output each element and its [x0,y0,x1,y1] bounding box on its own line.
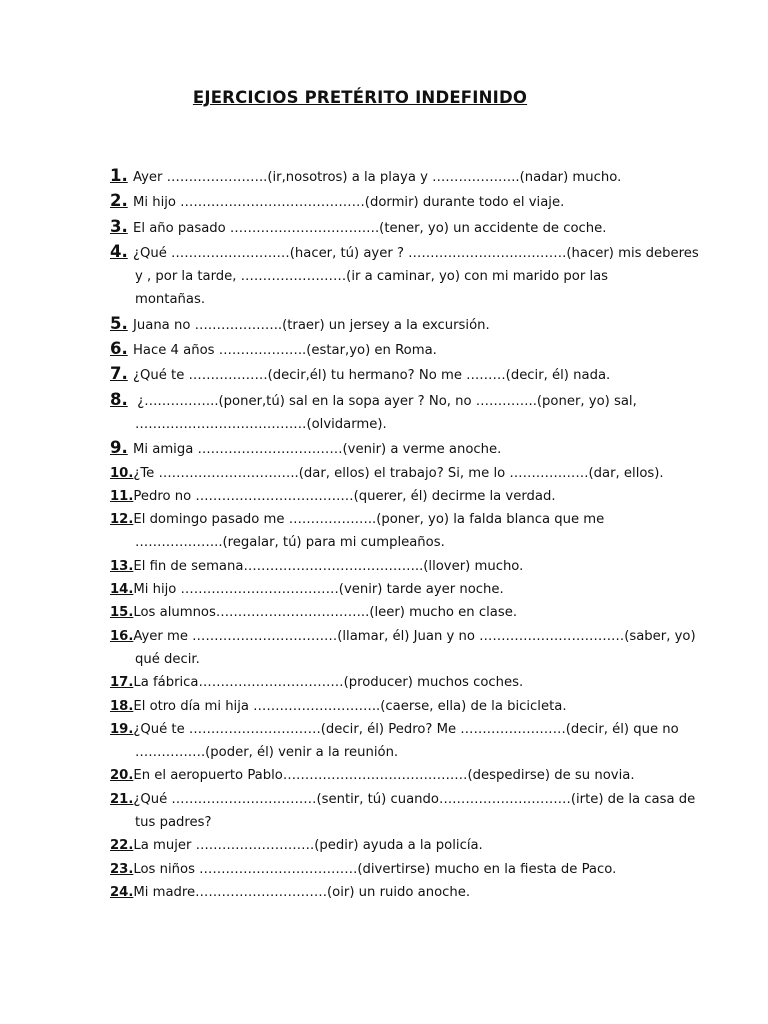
page-title: EJERCICIOS PRETÉRITO INDEFINIDO [192,88,528,107]
exercise-text: En el aeropuerto Pablo……………………………………(despedirse) de su novia. [133,768,635,784]
exercise-text: La mujer ………………………(pedir) ayuda a la policía. [133,838,483,854]
exercise-item [110,718,678,765]
exercise-line [110,788,696,811]
exercise-number: 7. [110,364,128,384]
exercise-item [110,881,678,904]
exercise-text: Mi madre…………………………(oir) un ruido anoche. [133,884,471,900]
exercise-text: Mi amiga ……………………………(venir) a verme anoche. [133,442,502,458]
exercise-line [110,189,678,214]
exercise-line [110,858,678,881]
exercise-item [110,240,699,312]
exercise-number: 10. [110,465,134,481]
exercise-line [110,555,678,578]
exercise-number: 23. [110,861,134,877]
exercise-number: 5. [110,313,128,333]
exercise-number: 8. [110,389,128,409]
exercise-text: y , por la tarde, ……………………(ir a caminar, yo) con mi marido por las [135,269,609,285]
exercise-number: 9. [110,438,128,458]
exercise-item [110,788,696,835]
exercise-line [110,312,678,337]
exercise-item [110,312,678,337]
exercise-number: 24. [110,884,134,900]
exercise-text: qué decir. [135,651,200,667]
exercise-text: ¿Qué te …………………………(decir, él) Pedro? Me ……………………(decir, él) que no [133,721,679,737]
exercise-line [110,215,678,240]
exercise-item [110,555,678,578]
exercise-item [110,164,678,189]
exercise-item [110,485,678,508]
exercise-line [110,485,678,508]
exercise-text: …………………………………(olvidarme). [135,416,387,432]
exercise-line [110,240,699,265]
exercise-line [110,288,678,311]
exercise-number: 15. [110,605,134,621]
exercise-text: ¿Qué te ………………(decir,él) tu hermano? No me ………(decir, él) nada. [133,368,611,384]
exercise-text: ………………..(regalar, tú) para mi cumpleaños. [135,535,445,551]
exercise-item [110,834,678,857]
exercise-number: 16. [110,628,134,644]
exercise-line [110,625,696,648]
exercise-text: ¿Qué ………………………(hacer, tú) ayer ? ………………………………(hacer) mis deberes [133,245,699,261]
exercise-text: Ayer me ……………………………(llamar, él) Juan y no ……………………………(saber, yo) [133,628,696,644]
exercise-line [110,164,678,189]
exercise-number: 22. [110,838,134,854]
exercise-number: 17. [110,675,134,691]
exercise-line [110,337,678,362]
exercise-number: 20. [110,768,134,784]
exercise-line [110,578,678,601]
exercise-text: ¿……………..(poner,tú) sal en la sopa ayer ? No, no …………..(poner, yo) sal, [133,393,637,409]
exercise-item [110,858,678,881]
exercise-line [110,413,678,436]
exercise-item [110,189,678,214]
exercise-text: El año pasado …………………………….(tener, yo) un accidente de coche. [133,220,607,236]
exercise-number: 6. [110,339,128,359]
exercise-line [110,462,678,485]
exercise-line [110,436,678,461]
exercise-line [110,741,678,764]
exercise-text: montañas. [135,292,206,308]
exercise-item [110,625,696,672]
exercise-item [110,508,678,555]
exercise-number: 2. [110,191,128,211]
exercise-number: 12. [110,512,134,528]
exercise-line [110,508,678,531]
exercise-number: 4. [110,241,128,261]
exercise-line [110,362,678,387]
exercise-item [110,215,678,240]
exercise-text: Mi hijo ………………………………(venir) tarde ayer noche. [133,582,504,598]
exercise-item [110,462,678,485]
exercise-item [110,601,678,624]
exercise-line [110,695,678,718]
exercise-item [110,578,678,601]
exercise-number: 14. [110,582,134,598]
exercise-text: Juana no ………………..(traer) un jersey a la excursión. [133,317,490,333]
exercise-line [110,265,678,288]
exercise-list [110,164,699,904]
exercise-line [110,881,678,904]
exercise-number: 11. [110,488,134,504]
exercise-text: …………….(poder, él) venir a la reunión. [135,745,399,761]
exercise-number: 21. [110,791,134,807]
exercise-text: El otro día mi hija ………………………..(caerse, ella) de la bicicleta. [133,698,567,714]
exercise-item [110,337,678,362]
exercise-line [110,388,678,413]
exercise-line [110,834,678,857]
exercise-line [110,718,678,741]
exercise-line [110,764,678,787]
exercise-line [110,531,678,554]
exercise-number: 19. [110,721,134,737]
exercise-line [110,671,678,694]
exercise-item [110,388,678,437]
exercise-number: 13. [110,558,134,574]
exercise-line [110,811,678,834]
exercise-text: Los alumnos……………………………..(leer) mucho en clase. [133,605,518,621]
exercise-item [110,671,678,694]
exercise-text: tus padres? [135,815,212,831]
exercise-item [110,436,678,461]
exercise-line [110,601,678,624]
exercise-text: La fábrica……………………………(producer) muchos coches. [133,675,524,691]
exercise-text: Hace 4 años ………………..(estar,yo) en Roma. [133,343,437,359]
exercise-item [110,362,678,387]
exercise-item [110,764,678,787]
exercise-text: Ayer …………………..(ir,nosotros) a la playa y ………………..(nadar) mucho. [133,170,622,185]
exercise-number: 1. [110,166,128,185]
exercise-number: 3. [110,216,128,236]
exercise-item [110,695,678,718]
exercise-text: ¿Qué ……………………………(sentir, tú) cuando…………………………(irte) de la casa de [133,791,696,807]
exercise-text: El domingo pasado me ………………..(poner, yo) la falda blanca que me [133,512,605,528]
exercise-text: Mi hijo ……………………………………(dormir) durante todo el viaje. [133,195,565,211]
exercise-text: Los niños ………………………………(divertirse) mucho en la fiesta de Paco. [133,861,617,877]
exercise-number: 18. [110,698,134,714]
exercise-text: ¿Te …………………………..(dar, ellos) el trabajo? Si, me lo ………………(dar, ellos). [133,465,664,481]
exercise-line [110,648,678,671]
exercise-text: Pedro no ………………………………(querer, él) decirme la verdad. [133,488,556,504]
exercise-text: El fin de semana…………………………………..(llover) mucho. [133,558,524,574]
